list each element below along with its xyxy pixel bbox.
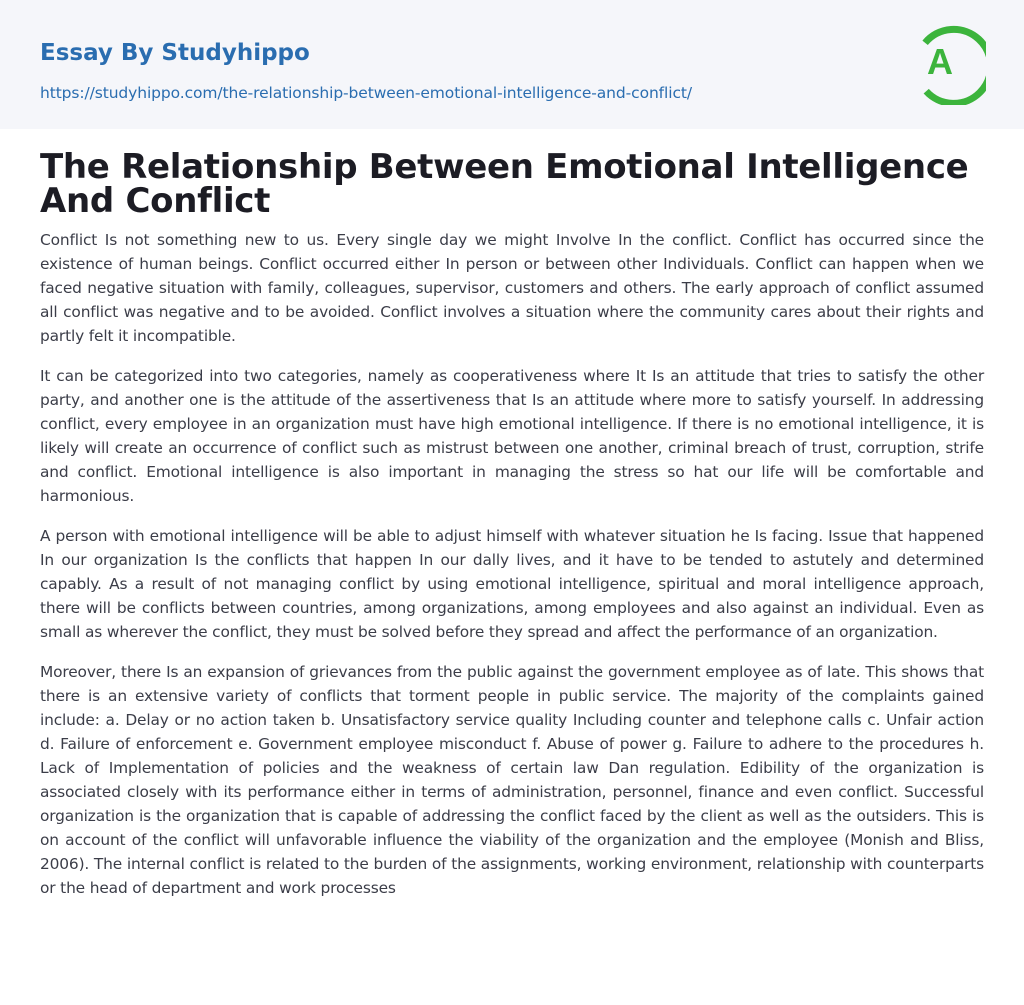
logo-ring-icon	[912, 19, 986, 105]
logo-letter: A	[927, 41, 953, 82]
site-header	[0, 0, 1024, 129]
essay-paragraph: Conflict Is not something new to us. Every single day we might Involve In the conflict. Conflict has occurred since the existence of human beings. Conflict occurred either In person or between other Individuals. Conflict can happen when we faced negative situation with family, colleagues, supervisor, customers and others. The early approach of conflict assumed all conflict was negative and to be avoided. Conflict involves a situation where the community cares about their rights and partly felt it incompatible.	[40, 231, 984, 345]
essay-paragraph: Moreover, there Is an expansion of grievances from the public against the government employee as of late. This shows that there is an extensive variety of conflicts that torment people in public service. The majority of the complaints gained include: a. Delay or no action taken b. Unsatisfactory service quality Including counter and telephone calls c. Unfair action d. Failure of enforcement e. Government employee misconduct f. Abuse of power g. Failure to adhere to the procedures h. Lack of Implementation of policies and the weakness of certain law Dan regulation. Edibility of the organization is associated closely with its performance either in terms of administration, personnel, finance and even conflict. Successful organization is the organization that is capable of addressing the conflict faced by the client as well as the outsiders. This is on account of the conflict will unfavorable influence the viability of the organization and the employee (Monish and Bliss, 2006). The internal conflict is related to the burden of the assignments, working environment, relationship with counterparts or the head of department and work processes	[40, 663, 984, 897]
studyhippo-logo[interactable]	[912, 19, 986, 105]
essay-title: The Relationship Between Emotional Intelligence And Conflict	[40, 147, 969, 221]
essay-paragraph: It can be categorized into two categories, namely as cooperativeness where It Is an attitude that tries to satisfy the other party, and another one is the attitude of the assertiveness that Is an attitude where more to satisfy yourself. In addressing conflict, every employee in an organization must have high emotional intelligence. If there is no emotional intelligence, it is likely will create an occurrence of conflict such as mistrust between one another, criminal breach of trust, corruption, strife and conflict. Emotional intelligence is also important in managing the stress so hat our life will be comfortable and harmonious.	[40, 367, 984, 505]
site-brand[interactable]: Essay By Studyhippo	[40, 40, 310, 66]
essay-paragraph: A person with emotional intelligence will be able to adjust himself with whatever situation he Is facing. Issue that happened In our organization Is the conflicts that happen In our dally lives, and it have to be tended to astutely and determined capably. As a result of not managing conflict by using emotional intelligence, spiritual and moral intelligence approach, there will be conflicts between countries, among organizations, among employees and also against an individual. Even as small as wherever the conflict, they must be solved before they spread and affect the performance of an organization.	[40, 527, 984, 641]
essay-body	[40, 228, 984, 916]
essay-url-link[interactable]: https://studyhippo.com/the-relationship-between-emotional-intelligence-and-conflict/	[40, 84, 692, 102]
